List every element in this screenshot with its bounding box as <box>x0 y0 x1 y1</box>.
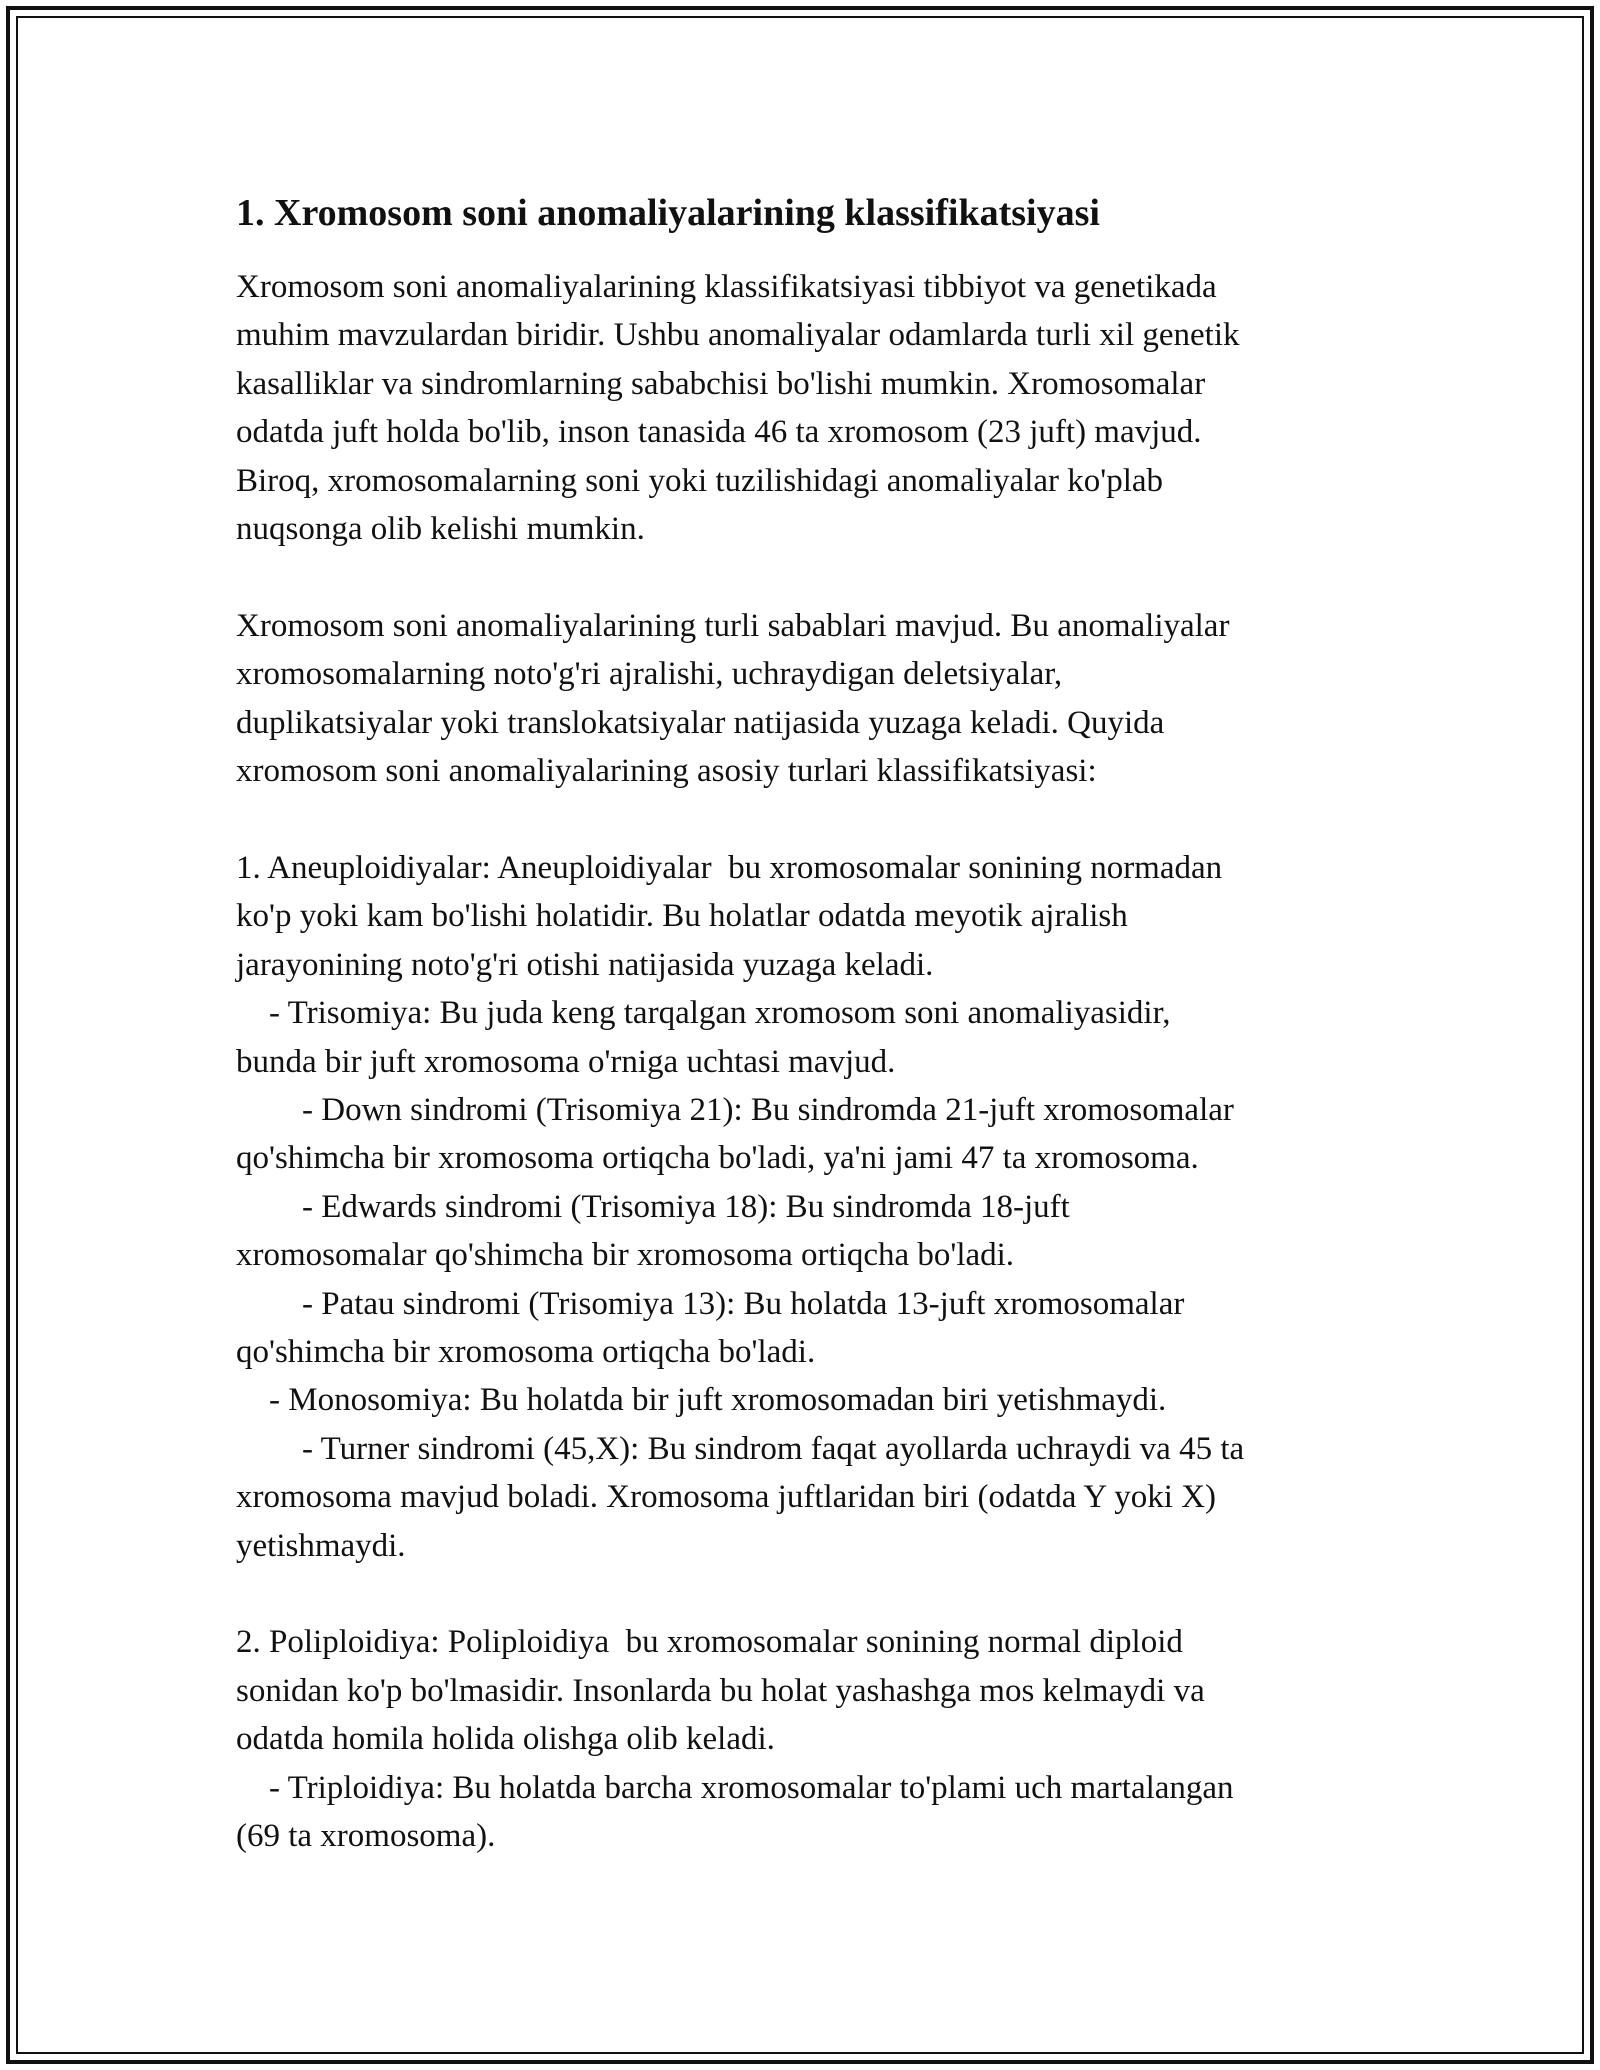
body-line: xromosomalar qo'shimcha bir xromosoma ortiqcha bo'ladi. <box>236 1237 1015 1274</box>
body-line: nuqsonga olib kelishi mumkin. <box>236 511 645 548</box>
body-line: - Edwards sindromi (Trisomiya 18): Bu sindromda 18-juft <box>236 1188 1070 1225</box>
body-line: ko'p yoki kam bo'lishi holatidir. Bu holatlar odatda meyotik ajralish <box>236 898 1128 935</box>
body-line: xromosoma mavjud boladi. Xromosoma juftlaridan biri (odatda Y yoki X) <box>236 1479 1217 1516</box>
body-line: 2. Poliploidiya: Poliploidiya bu xromosomalar sonining normal diploid <box>236 1624 1183 1661</box>
body-line: duplikatsiyalar yoki translokatsiyalar natijasida yuzaga keladi. Quyida <box>236 704 1165 741</box>
body-line: - Turner sindromi (45,X): Bu sindrom faqat ayollarda uchraydi va 45 ta <box>236 1430 1245 1467</box>
body-line: sonidan ko'p bo'lmasidir. Insonlarda bu holat yashashga mos kelmaydi va <box>236 1672 1205 1709</box>
blank-line <box>236 795 1366 843</box>
body-line: - Patau sindromi (Trisomiya 13): Bu holatda 13-juft xromosomalar <box>236 1285 1185 1322</box>
body-line: - Down sindromi (Trisomiya 21): Bu sindromda 21-juft xromosomalar <box>236 1091 1234 1128</box>
body-line: yetishmaydi. <box>236 1527 406 1564</box>
body-line: muhim mavzulardan biridir. Ushbu anomaliyalar odamlarda turli xil genetik <box>236 317 1240 354</box>
body-line: Biroq, xromosomalarning soni yoki tuzilishidagi anomaliyalar ko'plab <box>236 462 1164 499</box>
blank-line <box>236 553 1366 601</box>
body-line: qo'shimcha bir xromosoma ortiqcha bo'ladi. <box>236 1333 816 1370</box>
blank-line <box>236 1570 1366 1618</box>
body-line: kasalliklar va sindromlarning sababchisi bo'lishi mumkin. Xromosomalar <box>236 365 1206 402</box>
body-line: jarayonining noto'g'ri otishi natijasida yuzaga keladi. <box>236 946 934 983</box>
body-line: - Trisomiya: Bu juda keng tarqalgan xromosom soni anomaliyasidir, <box>236 995 1171 1032</box>
body-line: Xromosom soni anomaliyalarining klassifikatsiyasi tibbiyot va genetikada <box>236 269 1217 305</box>
body-line: - Triploidiya: Bu holatda barcha xromosomalar to'plami uch martalangan <box>236 1769 1234 1806</box>
body-line: xromosom soni anomaliyalarining asosiy turlari klassifikatsiyasi: <box>236 753 1097 790</box>
document-page <box>236 185 1366 1860</box>
body-line: - Monosomiya: Bu holatda bir juft xromosomadan biri yetishmaydi. <box>236 1382 1167 1419</box>
body-line: bunda bir juft xromosoma o'rniga uchtasi mavjud. <box>236 1043 896 1080</box>
body-line: (69 ta xromosoma). <box>236 1818 496 1854</box>
body-line: odatda juft holda bo'lib, inson tanasida 46 ta xromosom (23 juft) mavjud. <box>236 414 1202 451</box>
body-line: 1. Aneuploidiyalar: Aneuploidiyalar bu xromosomalar sonining normadan <box>236 849 1223 886</box>
body-line: qo'shimcha bir xromosoma ortiqcha bo'ladi, ya'ni jami 47 ta xromosoma. <box>236 1140 1199 1177</box>
body-line: Xromosom soni anomaliyalarining turli sabablari mavjud. Bu anomaliyalar <box>236 607 1230 644</box>
body-line: xromosomalarning noto'g'ri ajralishi, uchraydigan deletsiyalar, <box>236 656 1063 693</box>
body-line: odatda homila holida olishga olib keladi. <box>236 1721 775 1758</box>
document-title: 1. Xromosom soni anomaliyalarining klassifikatsiyasi <box>236 192 1100 234</box>
document-body <box>236 263 1366 1860</box>
